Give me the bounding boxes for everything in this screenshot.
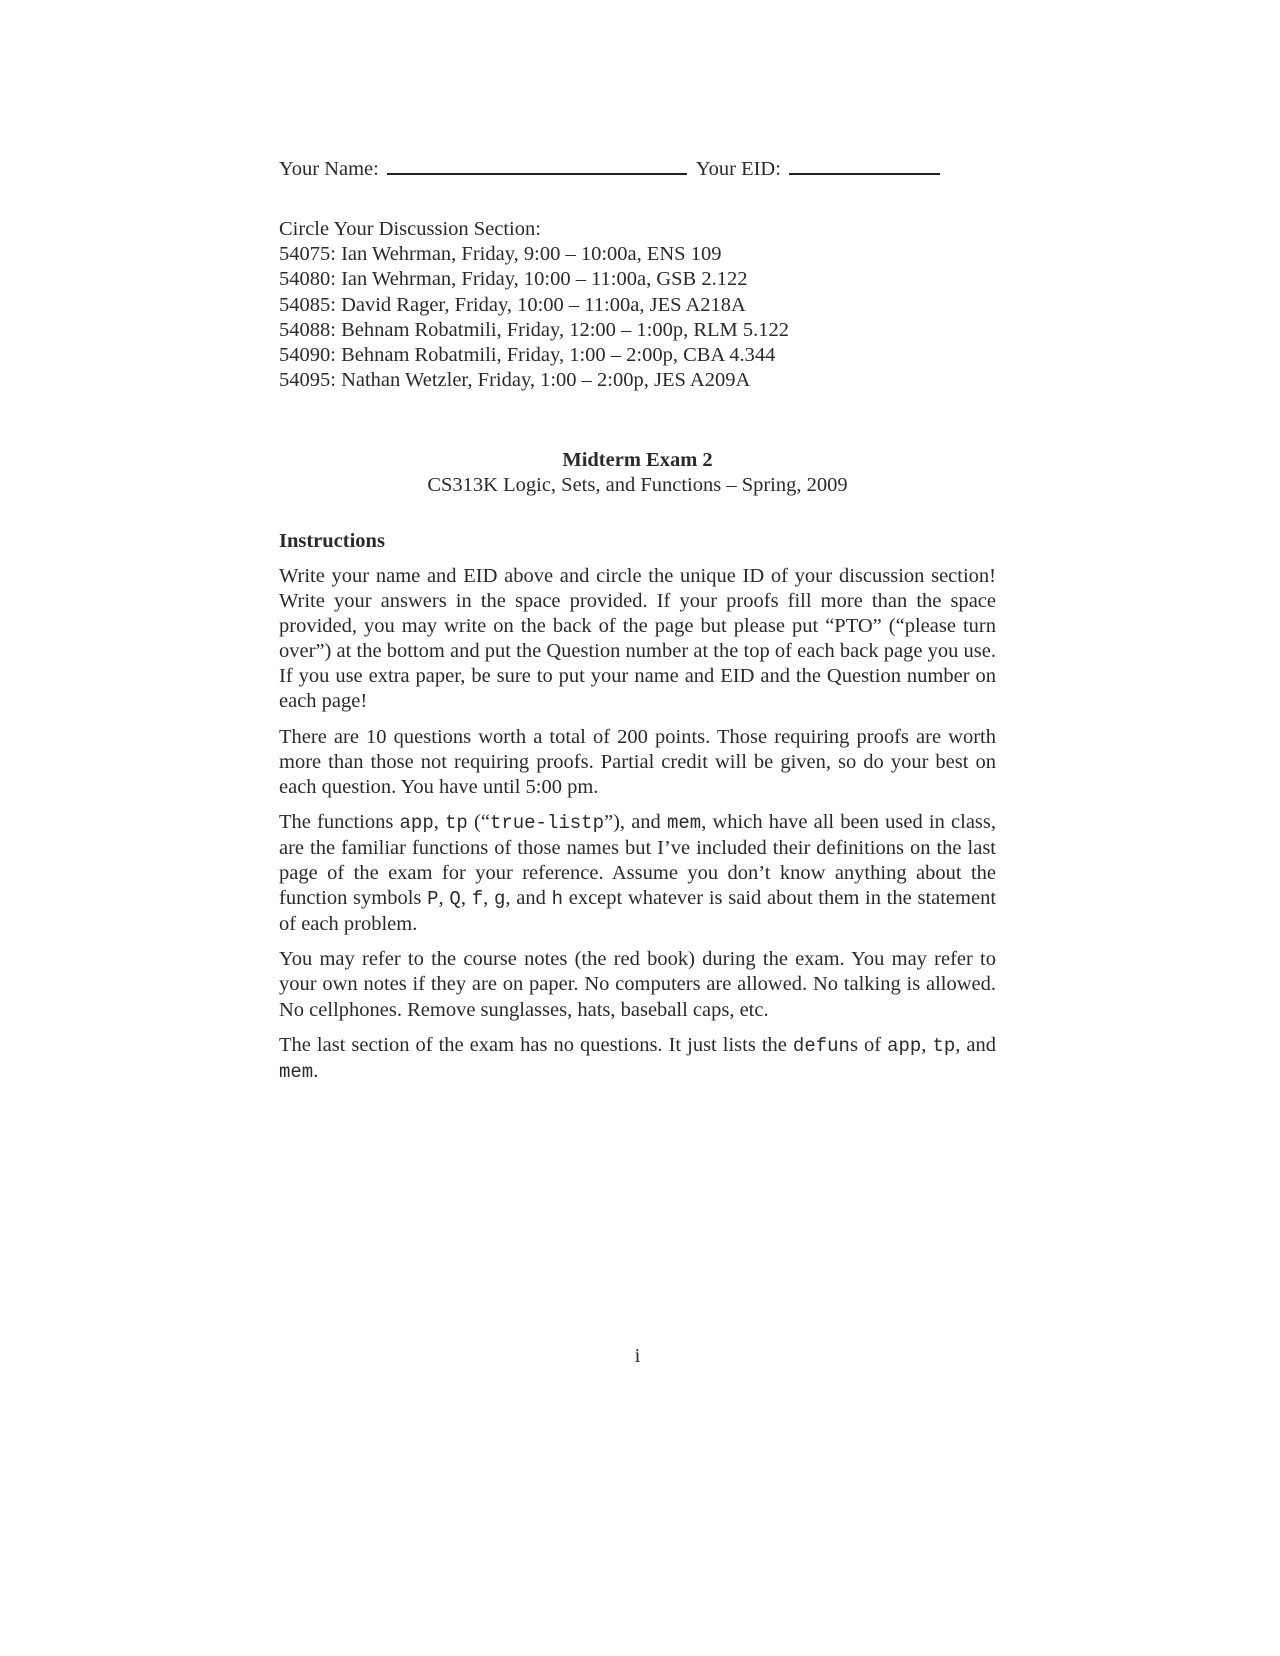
instructions-paragraph-3 [279, 810, 996, 937]
eid-blank-line [789, 157, 940, 175]
exam-title: Midterm Exam 2 [562, 449, 713, 471]
text-run: , which have all been used in class, are the familiar functions of those names but I’ve included their definitions on the last page of the exam for your reference. Assume you don’t know anything about the function symbols [279, 810, 997, 910]
text-run: , [483, 887, 494, 910]
section-line: 54090: Behnam Robatmili, Friday, 1:00 – 2:00p, CBA 4.344 [279, 343, 776, 366]
text-run: , and [955, 1033, 997, 1056]
code-app: app [887, 1034, 922, 1057]
section-line: 54085: David Rager, Friday, 10:00 – 11:00a, JES A218A [279, 293, 746, 316]
name-blank-line [387, 157, 687, 175]
name-eid-row [279, 157, 996, 183]
text-run: , [460, 887, 472, 910]
code-f: f [471, 888, 484, 911]
text-run: s of [849, 1033, 888, 1056]
page-number: i [634, 1345, 641, 1367]
instructions-body [279, 564, 996, 1095]
name-label: Your Name: [279, 158, 379, 180]
code-tp: tp [445, 811, 468, 834]
code-mem: mem [666, 811, 702, 834]
text-run: , [921, 1033, 933, 1056]
section-line: 54075: Ian Wehrman, Friday, 9:00 – 10:00a, ENS 109 [279, 243, 722, 266]
instructions-paragraph-1: Write your name and EID above and circle the unique ID of your discussion section! Write your answers in the space provided. If your proofs fill more than the space provided, you may write on the back of the page but please put “PTO” (“please turn over”) at the bottom and put the Question number at the top of each back page you use. If you use extra paper, be sure to put your name and EID and the Question number on each page! [279, 565, 996, 713]
text-run: (“ [467, 810, 490, 833]
instructions-paragraph-4: You may refer to the course notes (the red book) during the exam. You may refer to your own notes if they are on paper. No computers are allowed. No talking is allowed. No cellphones. Remove sunglasses, hats, baseball caps, etc. [279, 948, 996, 1021]
text-run: The functions [279, 810, 400, 833]
instructions-paragraph-5 [279, 1033, 996, 1085]
code-g: g [493, 888, 506, 911]
text-run: ”), and [603, 810, 667, 833]
code-P: P [427, 888, 439, 911]
section-line: 54088: Behnam Robatmili, Friday, 12:00 – 1:00p, RLM 5.122 [279, 318, 790, 341]
section-line: 54080: Ian Wehrman, Friday, 10:00 – 11:00a, GSB 2.122 [279, 268, 748, 291]
instructions-heading: Instructions [279, 530, 385, 552]
eid-label: Your EID: [695, 158, 781, 180]
code-tp: tp [932, 1034, 956, 1057]
code-h: h [551, 888, 563, 911]
discussion-heading: Circle Your Discussion Section: [279, 218, 541, 240]
code-Q: Q [449, 888, 461, 911]
text-run: The last section of the exam has no questions. It just lists the [279, 1033, 793, 1056]
exam-cover-page [279, 0, 996, 1656]
text-run: , and [505, 887, 552, 910]
text-run: , [438, 887, 450, 910]
discussion-sections [279, 217, 996, 393]
text-run: except whatever is said about them in the statement of each problem. [279, 887, 997, 936]
code-true-listp: true-listp [489, 811, 604, 834]
code-mem: mem [279, 1060, 314, 1083]
section-line: 54095: Nathan Wetzler, Friday, 1:00 – 2:00p, JES A209A [279, 369, 751, 392]
code-app: app [399, 811, 434, 834]
exam-title-block [279, 448, 996, 498]
course-title: CS313K Logic, Sets, and Functions – Spring, 2009 [427, 474, 848, 496]
code-defun: defun [792, 1034, 850, 1057]
text-run: , [433, 810, 446, 833]
text-run: . [313, 1059, 319, 1082]
instructions-paragraph-2: There are 10 questions worth a total of 200 points. Those requiring proofs are worth more than those not requiring proofs. Partial credit will be given, so do your best on each question. You have until 5:00 pm. [279, 725, 996, 798]
